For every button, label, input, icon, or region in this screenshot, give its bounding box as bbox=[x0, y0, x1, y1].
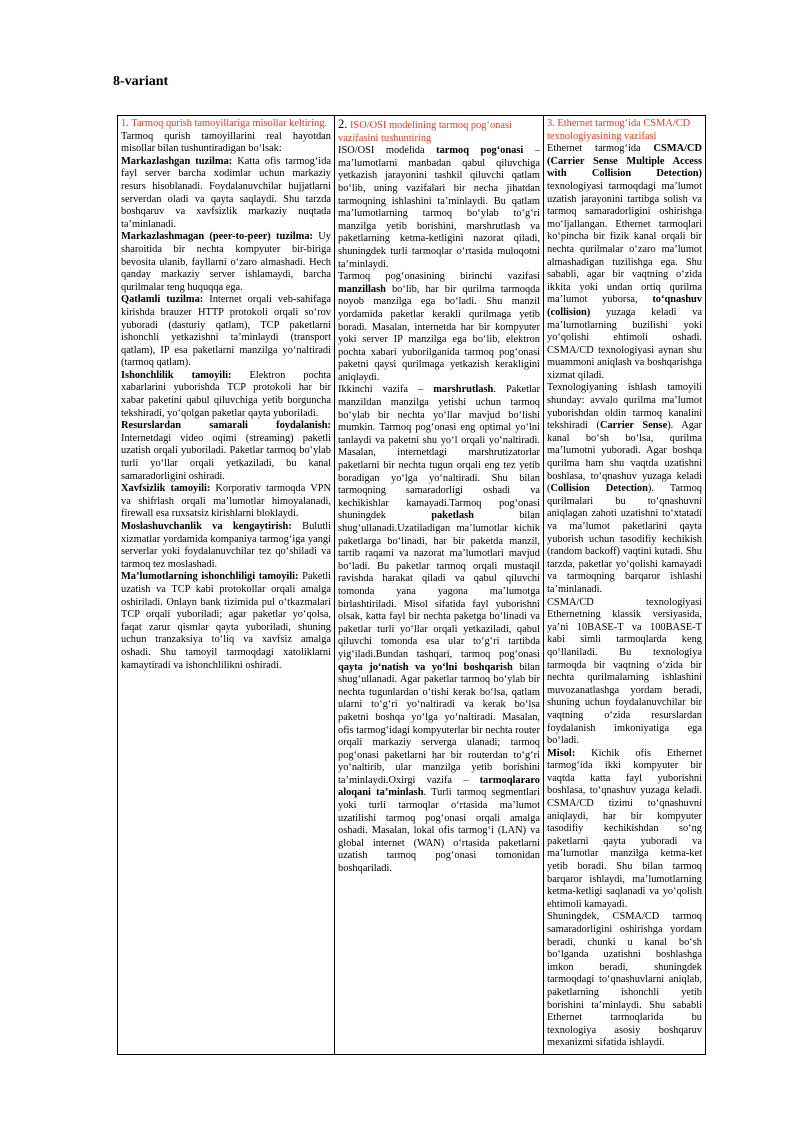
paragraph bbox=[121, 231, 331, 294]
bold-term: Collision Detection bbox=[550, 483, 648, 495]
paragraph-text: ). Agar kanal bo‘sh bo‘lsa, qurilma ma’lumotni yuboradi. Agar boshqa qurilma ham shu vaqtda uzatishni boshlasa, to‘qnashuv yuzaga keladi ( bbox=[547, 420, 702, 495]
paragraph-text: Ikkinchi vazifa – bbox=[338, 384, 434, 396]
column-csma-cd bbox=[544, 116, 706, 1055]
paragraph bbox=[338, 145, 540, 271]
paragraph-text: Korporativ tarmoqda VPN va shifrlash orqali ma’lumotlar himoyalanadi, firewall esa ruxsatsiz kirishlarni bloklaydi. bbox=[121, 483, 331, 520]
paragraph bbox=[547, 911, 702, 1050]
paragraph-text: Katta ofis tarmog‘ida fayl server barcha xodimlar uchun markaziy resurs hisoblanadi. Foydalanuvchilar hujjatlarni serverdan oladi va qayta saqlaydi. Shu tarzda boshqaruv va xavfsizlik markaziy nuqtada ta’minlanadi. bbox=[121, 155, 332, 230]
paragraph-text: Bulutli xizmatlar yordamida kompaniya tarmog‘iga yangi serverlar yoki foydalanuvchilar tez qo‘shiladi va tarmoq tez moslashadi. bbox=[121, 521, 332, 570]
column-network-principles bbox=[118, 116, 335, 1055]
paragraph bbox=[121, 294, 331, 370]
paragraph-text: . Paketlar manzildan manzilga yetishi uchun tarmoq bo‘ylab bir nechta yo‘llar mavjud bo‘lishi mumkin. Tarmoq pog‘onasi eng optimal yo‘lni tanlaydi va paketni shu yo‘l orqali yo‘naltiradi. Masalan, internetdagi marshrutizatorlar paketlarni bir nechta tugun orqali eng tez yetib boradigan yo‘lga yo‘naltiradi. Shu bilan tarmoqning samaradorligi oshadi va kechikishlar kamayadi.Tarmoq pog‘onasi shuningdek bbox=[338, 384, 540, 522]
bold-term: tarmoqlararo aloqani ta’minlash bbox=[338, 774, 540, 799]
paragraph-text: Elektron pochta xabarlarini yuborishda TCP protokoli har bir xabar paketini qabul qiluvchiga yetib borguncha tekshiradi, yo‘qolgan paketlar qayta yuboriladi. bbox=[121, 369, 332, 419]
paragraph bbox=[121, 521, 331, 571]
paragraph-lead: Markazlashgan tuzilma: bbox=[121, 155, 233, 167]
paragraph-lead: Ishonchlilik tamoyili: bbox=[121, 369, 232, 381]
paragraph bbox=[121, 156, 331, 232]
paragraph-lead: Qatlamli tuzilma: bbox=[121, 294, 204, 306]
paragraph-text: Paketli uzatish va TCP kabi protokollar orqali amalga oshiriladi. Onlayn bank tizimida pul o‘tkazmalari TCP orqali yuboriladi; agar paketlar yo‘qolsa, faqat zarur qismlar qayta yuboriladi, shuning uchun tranzaksiya to‘liq va xavfsiz amalga oshadi. Shu tamoyil tarmoqdagi xatoliklarni kamaytiradi va ishonchlilikni oshiradi. bbox=[121, 571, 331, 671]
paragraph bbox=[547, 748, 702, 912]
paragraph-text: Tarmoq qurish tamoyillarini real hayotdan misollar bilan tushuntiradigan bo‘lsak: bbox=[121, 130, 331, 155]
bold-term: Carrier Sense bbox=[599, 420, 668, 432]
question-2-heading bbox=[338, 118, 540, 145]
paragraph-text: Internet orqali veb-sahifaga kirishda brauzer HTTP protokoli orqali so‘rov yuboradi (dasturiy qatlam), TCP paketlarni ishonchli yetkazishni ta’minlaydi (transport qatlam), IP esa paketlarni manzilga yo‘naltiradi (tarmoq qatlam). bbox=[121, 294, 331, 369]
paragraph-lead: Xavfsizlik tamoyili: bbox=[121, 483, 211, 495]
bold-term: Misol: bbox=[547, 747, 576, 759]
paragraph-text: bilan shug‘ullanadi. Agar paketlar tarmoq bo‘ylab bir nechta tugunlardan o‘tishi kerak bo‘lsa, qatlam ularni to‘g‘ri yo‘naltiradi va kerak bo‘lsa paketni boshqa yo‘lga yo‘naltiradi. Masalan, ofis tarmog‘idagi kompyuterlar bir nechta router orqali markaziy serverga ulanadi; tarmoq pog‘onasi paketlarni har bir routerdan to‘g‘ri yo‘naltirib, ular manzilga yetib borishini ta’minlaydi.Oxirgi vazifa – bbox=[338, 661, 540, 786]
bold-term: manzillash bbox=[338, 283, 386, 295]
bold-term: paketlash bbox=[431, 510, 474, 522]
paragraph bbox=[338, 271, 540, 384]
paragraph-text: Texnologiyaning ishlash tamoyili shunday: avvalo qurilma ma’lumot yuborishdan oldin tarmoq kanalini tekshiradi ( bbox=[547, 382, 702, 432]
paragraph bbox=[121, 131, 331, 156]
paragraph-text: Tarmoq pog‘onasining birinchi vazifasi bbox=[338, 271, 540, 283]
paragraph-text: ). Tarmoq qurilmalari bu to‘qnashuvni aniqlagan zahoti uzatishni to‘xtatadi va ma’lumot paketlarini qayta yuborish uchun tasodifiy kechikish (random backoff) vaqtini kutadi. Shu tarzda, paketlar yo‘qolishi kamayadi va tarmoqning barqaror ishlashi ta’minlanadi. bbox=[547, 483, 702, 595]
paragraph bbox=[547, 382, 702, 596]
paragraph bbox=[338, 384, 540, 875]
paragraph-text: bilan shug‘ullanadi.Uzatiladigan ma’lumotlar kichik paketlarga bo‘linadi, har bir paketda manzil, tartib raqami va nazorat ma’lumotlari mavjud bo‘ladi. Bu paketlar tarmoq orqali mustaqil ravishda harakat qiladi va qabul qiluvchi tomonda yana yagona ma’lumotga birlashtiriladi. Misol sifatida fayl yuborishni olsak, katta fayl bir nechta paketga bo‘linadi va paketlar turli yo‘llar orqali yetkaziladi, qabul qiluvchi tomonda esa ular to‘g‘ri tartibda yig‘iladi.Bundan tashqari, tarmoq pog‘onasi bbox=[338, 510, 540, 660]
paragraph-text: Ethernet tarmog‘ida bbox=[547, 143, 654, 155]
question-3-heading: 3. Ethernet tarmog‘ida CSMA/CD texnologiyasining vazifasi bbox=[547, 118, 691, 142]
paragraph-text: ISO/OSI modelida bbox=[338, 145, 437, 157]
paragraph-text: bo‘lib, har bir qurilma tarmoqda noyob manzilga ega bo‘ladi. Shu manzil yordamida paketlar kerakli qurilmaga yetib boradi. Masalan, internetda har bir kompyuter yoki server IP manzilga ega bo‘lib, elektron pochta xabari yuborilganida tarmoq pog‘onasi paketni qaysi qurilmaga yetkazish kerakligini aniqlaydi. bbox=[338, 283, 540, 383]
paragraph-text: Shuningdek, CSMA/CD tarmoq samaradorligini oshirishga yordam beradi, chunki u kanal bo‘sh bo‘lganda uzatishni boshlashga imkon beradi, shuningdek tarmoqdagi to‘qnashuvlarni aniqlab, paketlarning ishonchli yetib borishini ta’minlaydi. Shu sababli Ethernet tarmoqlarida bu texnologiya asosiy boshqaruv mexanizmi sifatida ishlaydi. bbox=[547, 911, 702, 1049]
paragraph-lead: Moslashuvchanlik va kengaytirish: bbox=[121, 521, 292, 532]
paragraph bbox=[547, 143, 702, 382]
paragraph-text: Kichik ofis Ethernet tarmog‘ida ikki kompyuter bir vaqtda katta fayl yuborishni boshlasa, to‘qnashuv yuzaga keladi. CSMA/CD tizimi to‘qnashuvni aniqlaydi, har bir kompyuter tasodifiy kechikishdan so‘ng paketlarni qayta yuboradi va ma’lumotlar manzilga ketma-ket yetib boradi. Shu bilan tarmoq barqaror ishlaydi, ma’lumotlarning ketma-ketligi saqlanadi va yo‘qolish ehtimoli kamayadi. bbox=[547, 747, 702, 910]
bold-term: CSMA/CD (Carrier Sense Multiple Access with Collision Detection) bbox=[547, 143, 702, 180]
paragraph-text: Uy sharoitida bir nechta kompyuter bir-biriga bevosita ulanib, fayllarni o‘zaro almashadi. Hech qanday markaziy server ishlamaydi, barcha qurilmalar teng huquqqa ega. bbox=[121, 231, 331, 293]
question-2-title: ISO/OSI modelining tarmoq pog‘onasi vazifasini tushuntiring bbox=[338, 120, 512, 144]
bold-term: marshrutlash bbox=[433, 384, 494, 396]
question-2-number: 2. bbox=[338, 117, 348, 131]
paragraph-text: – ma’lumotlarni manbadan qabul qiluvchiga yetkazish jarayonini tashkil qiluvchi qatlam bo‘lib, uning vazifalari bir necha jihatdan tarmoqning ishlashini ta’minlaydi. Bu qatlam ma’lumotlarning tarmoq bo‘ylab to‘g‘ri manzilga yetib borishini, marshrutlash va paketlarning ketma-ketligini nazorat qiladi, shuningdek turli tarmoqlar o‘rtasida muloqotni ta’minlaydi. bbox=[338, 145, 541, 270]
bold-term: tarmoq pog‘onasi bbox=[436, 145, 524, 157]
bold-term: to‘qnashuv (collision) bbox=[547, 294, 702, 318]
paragraph-text: . Turli tarmoq segmentlari yoki turli tarmoqlar o‘rtasida ma’lumot uzatilishi tarmoq pog‘onasi orqali amalga oshadi. Masalan, lokal ofis tarmog‘i (LAN) va global internet (WAN) o‘rtasida paketlarni uzatish tarmoq pog‘onasi tomonidan boshqariladi. bbox=[338, 787, 540, 875]
column-osi-network-layer bbox=[335, 116, 544, 1055]
paragraph-text: texnologiyasi tarmoqdagi ma’lumot uzatish jarayonini tartibga solish va tarmoq samaradorligini oshirishga mo‘ljallangan. Ethernet tarmoqlari ko‘pincha bir fizik kanal orqali bir nechta qurilmalar o‘zaro ma’lumot almashadigan tuzilishga ega. Shu sababli, agar bir vaqtning o‘zida ikkita yoki undan ortiq qurilma ma’lumot yuborsa, bbox=[547, 180, 702, 306]
paragraph bbox=[121, 370, 331, 420]
paragraph bbox=[121, 483, 331, 521]
paragraph-lead: Markazlashmagan (peer-to-peer) tuzilma: bbox=[121, 231, 313, 243]
paragraph-lead: Ma’lumotlarning ishonchliligi tamoyili: bbox=[121, 571, 299, 583]
bold-term: qayta jo‘natish va yo‘lni boshqarish bbox=[338, 661, 513, 673]
paragraph bbox=[121, 571, 331, 672]
paragraph-text: CSMA/CD texnologiyasi Ethernetning klassik versiyasida, ya’ni 10BASE-T va 100BASE-T kabi simli tarmoqlarda keng qo‘llaniladi. Bu texnologiya tarmoqda bir vaqtning o‘zida bir nechta qurilmalarning ishlashini muvozanatlashga yordam beradi, shuning uchun foydalanuvchilar bir vaqtning o‘zida resurslardan foydalanish imkoniyatiga ega bo‘ladi. bbox=[547, 596, 702, 747]
paragraph bbox=[547, 597, 702, 748]
paragraph-text: yuzaga keladi va ma’lumotlarning buzilishi yoki yo‘qolishi ehtimoli oshadi. CSMA/CD texnologiyasi aynan shu muammoni aniqlash va boshqarishga xizmat qiladi. bbox=[547, 306, 702, 381]
page-title: 8-variant bbox=[113, 74, 169, 89]
paragraph-lead: Resurslardan samarali foydalanish: bbox=[121, 420, 331, 432]
table-row bbox=[118, 116, 706, 1055]
paragraph bbox=[121, 420, 331, 483]
answers-table bbox=[117, 115, 706, 1055]
question-1-heading: 1. Tarmoq qurish tamoyillariga misollar keltiring. bbox=[121, 118, 327, 129]
paragraph-text: Internetdagi video oqimi (streaming) paketli uzatish orqali yuboriladi. Paketlar tarmoq bo‘ylab turli yo‘llar orqali yetkaziladi, bu kanal samaradorligini oshiradi. bbox=[121, 432, 331, 482]
